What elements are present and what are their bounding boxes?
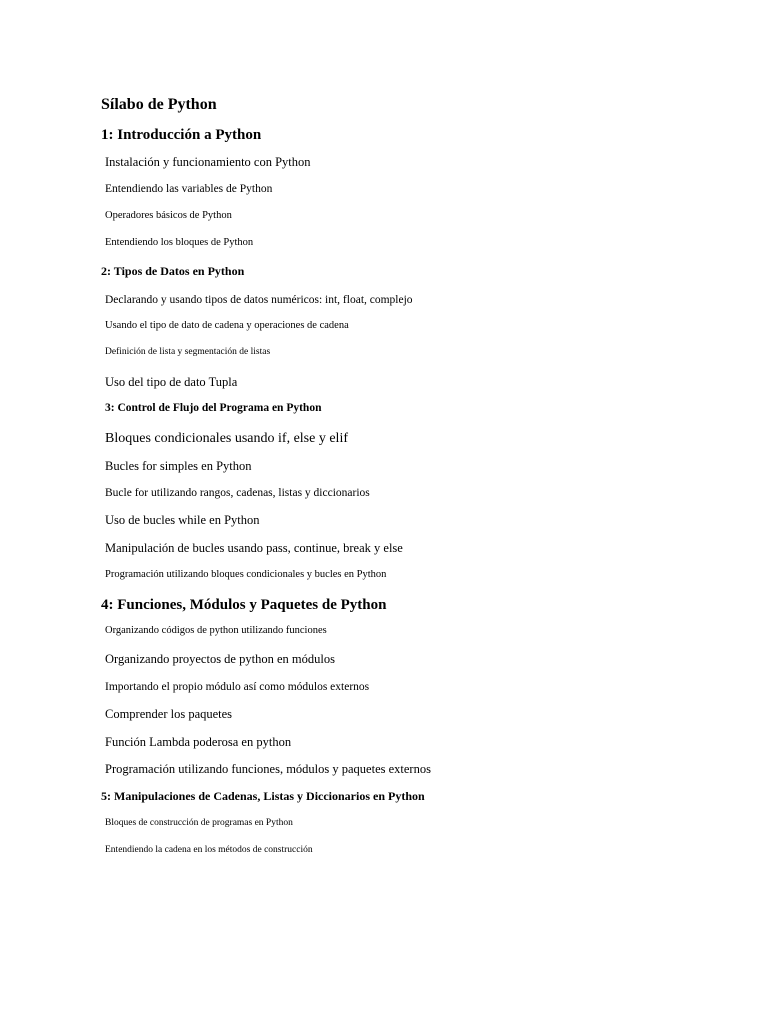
section-5-item-1: Bloques de construcción de programas en Python xyxy=(105,818,293,828)
section-4-item-2: Organizando proyectos de python en módulos xyxy=(105,652,335,666)
section-3-item-1: Bloques condicionales usando if, else y elif xyxy=(105,431,348,446)
section-heading-2: 2: Tipos de Datos en Python xyxy=(101,264,245,278)
section-2-item-1: Declarando y usando tipos de datos numéricos: int, float, complejo xyxy=(105,294,413,306)
section-3-item-3: Bucle for utilizando rangos, cadenas, listas y diccionarios xyxy=(105,487,370,499)
section-1-item-2: Entendiendo las variables de Python xyxy=(105,183,273,195)
section-2-item-4: Uso del tipo de dato Tupla xyxy=(105,375,238,389)
section-1-item-4: Entendiendo los bloques de Python xyxy=(105,237,254,248)
section-1-item-1: Instalación y funcionamiento con Python xyxy=(105,155,311,169)
section-heading-5: 5: Manipulaciones de Cadenas, Listas y Diccionarios en Python xyxy=(101,789,425,803)
document-title: Sílabo de Python xyxy=(101,96,217,113)
section-5-item-2: Entendiendo la cadena en los métodos de construcción xyxy=(105,845,313,855)
section-1-item-3: Operadores básicos de Python xyxy=(105,210,232,221)
section-2-item-2: Usando el tipo de dato de cadena y operaciones de cadena xyxy=(105,320,349,331)
section-4-item-1: Organizando códigos de python utilizando funciones xyxy=(105,625,327,636)
section-4-item-4: Comprender los paquetes xyxy=(105,707,233,721)
section-3-item-2: Bucles for simples en Python xyxy=(105,459,252,473)
section-3-item-4: Uso de bucles while en Python xyxy=(105,513,260,527)
section-heading-4: 4: Funciones, Módulos y Paquetes de Python xyxy=(101,597,387,613)
section-4-item-5: Función Lambda poderosa en python xyxy=(105,735,292,749)
section-4-item-3: Importando el propio módulo así como módulos externos xyxy=(105,681,370,693)
section-heading-1: 1: Introducción a Python xyxy=(101,127,262,143)
section-heading-3: 3: Control de Flujo del Programa en Python xyxy=(105,402,322,414)
section-4-item-6: Programación utilizando funciones, módulos y paquetes externos xyxy=(105,762,431,776)
section-3-item-5: Manipulación de bucles usando pass, continue, break y else xyxy=(105,541,403,555)
section-2-item-3: Definición de lista y segmentación de listas xyxy=(105,347,271,357)
section-3-item-6: Programación utilizando bloques condicionales y bucles en Python xyxy=(105,569,387,580)
